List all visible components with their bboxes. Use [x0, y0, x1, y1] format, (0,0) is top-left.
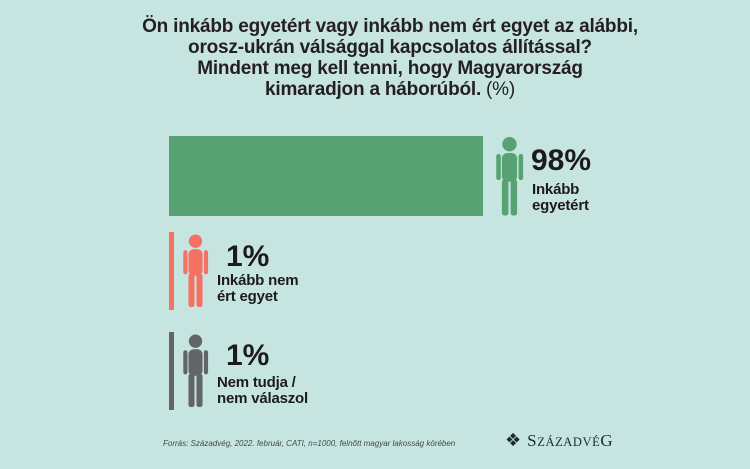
category-label-line-2: nem válaszol [217, 390, 308, 407]
person-icon [180, 234, 211, 308]
category-label-line-1: Inkább nem [217, 272, 299, 289]
bar-agree [169, 136, 483, 216]
chart-title [80, 16, 700, 100]
szazadveg-logo [505, 431, 613, 451]
title-line-4-bold: kimaradjon a háborúból. [265, 79, 482, 100]
title-percent-suffix: (%) [486, 79, 515, 100]
category-label [217, 375, 308, 407]
source-note: Forrás: Századvég, 2022. február, CATI, n=1000, felnőtt magyar lakosság körében [163, 439, 456, 448]
bar-disagree [169, 232, 174, 310]
category-label [217, 273, 298, 305]
person-icon [492, 137, 527, 216]
value-label: 1% [226, 339, 270, 372]
category-label-line-2: ért egyet [217, 288, 278, 305]
title-line-1: Ön inkább egyetért vagy inkább nem ért egyet az alábbi, [142, 16, 638, 37]
value-label: 1% [226, 240, 270, 273]
title-line-4 [80, 79, 700, 100]
title-line-3: Mindent meg kell tenni, hogy Magyarország [197, 58, 583, 79]
category-label-line-1: Nem tudja / [217, 374, 296, 391]
category-label-line-2: egyetért [532, 197, 589, 214]
category-label-line-1: Inkább [532, 181, 580, 198]
category-label [532, 182, 589, 214]
diamond-logo-icon: ❖ [505, 430, 522, 451]
person-icon [180, 334, 211, 408]
value-label: 98% [531, 144, 592, 177]
title-line-2: orosz-ukrán válsággal kapcsolatos állítással? [188, 37, 592, 58]
bar-dontknow [169, 332, 174, 410]
logo-wordmark: SZÁZADVÉG [527, 431, 614, 450]
